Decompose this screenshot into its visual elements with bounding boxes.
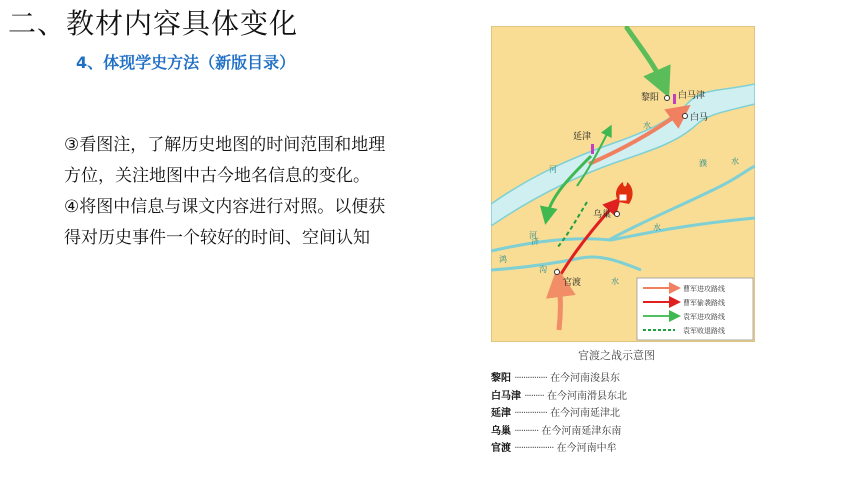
river-label-hong: 鸿 [499,255,507,264]
map-legend [637,278,753,340]
baimajin-ford [673,94,676,104]
river-label-shui2: 水 [731,157,739,166]
river-label-pu: 濮 [699,159,707,168]
guandu-marker [555,270,560,275]
gloss-row [491,423,627,441]
gloss-dots: ··········· [514,425,539,437]
gloss-term: 延津 [491,408,511,419]
gloss-dots: ··············· [514,408,547,419]
legend-label-yuan-advance: 袁军进攻路线 [683,313,725,321]
gloss-desc: 在今河南延津东南 [541,425,622,437]
gloss-desc: 在今河南中牟 [556,443,617,454]
river-label-shui4: 水 [611,277,619,286]
label-baimajin: 白马津 [678,91,706,101]
map-svg [491,26,755,342]
gloss-row [491,370,627,388]
paragraph-4: ④将图中信息与课文内容进行对照。以便获得对历史事件一个较好的时间、空间认知 [64,197,386,248]
river-label-shui3: 水 [653,223,661,232]
gloss-row [491,440,627,458]
page-title: 二、教材内容具体变化 [8,7,299,40]
body-text [64,130,399,254]
section-subtitle: 4、体现学史方法（新版目录） [76,53,296,72]
legend-label-cao-raid: 曹军偷袭路线 [683,299,725,307]
gloss-term: 乌巢 [491,425,511,437]
gloss-term: 黎阳 [491,373,511,384]
label-wuchao: 乌巢 [593,210,612,220]
gloss-desc: 在今河南延津北 [550,408,621,419]
place-name-gloss [491,370,627,458]
river-label-he2: 河 [529,231,537,240]
gloss-dots: ········· [524,390,544,402]
gloss-dots: ·················· [514,443,554,454]
gloss-desc: 在今河南滑县东北 [546,390,627,402]
gloss-term: 官渡 [491,443,511,454]
gloss-row [491,405,627,423]
river-label-shui1: 水 [643,121,651,130]
label-baima: 白马 [690,113,709,123]
yanjin-ford [591,144,594,154]
gloss-term: 白马津 [491,390,521,402]
label-yanjin: 延津 [573,132,592,142]
baima-marker [683,114,688,119]
paragraph-3: ③看图注，了解历史地图的时间范围和地理方位，关注地图中古今地名信息的变化。 [64,135,386,186]
legend-label-yuan-retreat: 袁军败退路线 [683,327,725,335]
label-guandu: 官渡 [563,278,582,288]
battle-map [491,26,755,342]
label-liyang: 黎阳 [641,93,660,103]
legend-label-cao-advance: 曹军进攻路线 [683,285,725,293]
cao-advance-south [559,282,561,330]
river-label-ji: 济 [531,237,539,246]
gloss-row [491,388,627,406]
wuchao-marker [615,212,620,217]
river-label-he1: 河 [549,165,557,174]
gloss-dots: ··············· [514,373,547,384]
map-caption: 官渡之战示意图 [578,349,655,362]
liyang-marker [665,96,670,101]
river-label-gou: 沟 [539,265,547,274]
gloss-desc: 在今河南浚县东 [550,373,621,384]
